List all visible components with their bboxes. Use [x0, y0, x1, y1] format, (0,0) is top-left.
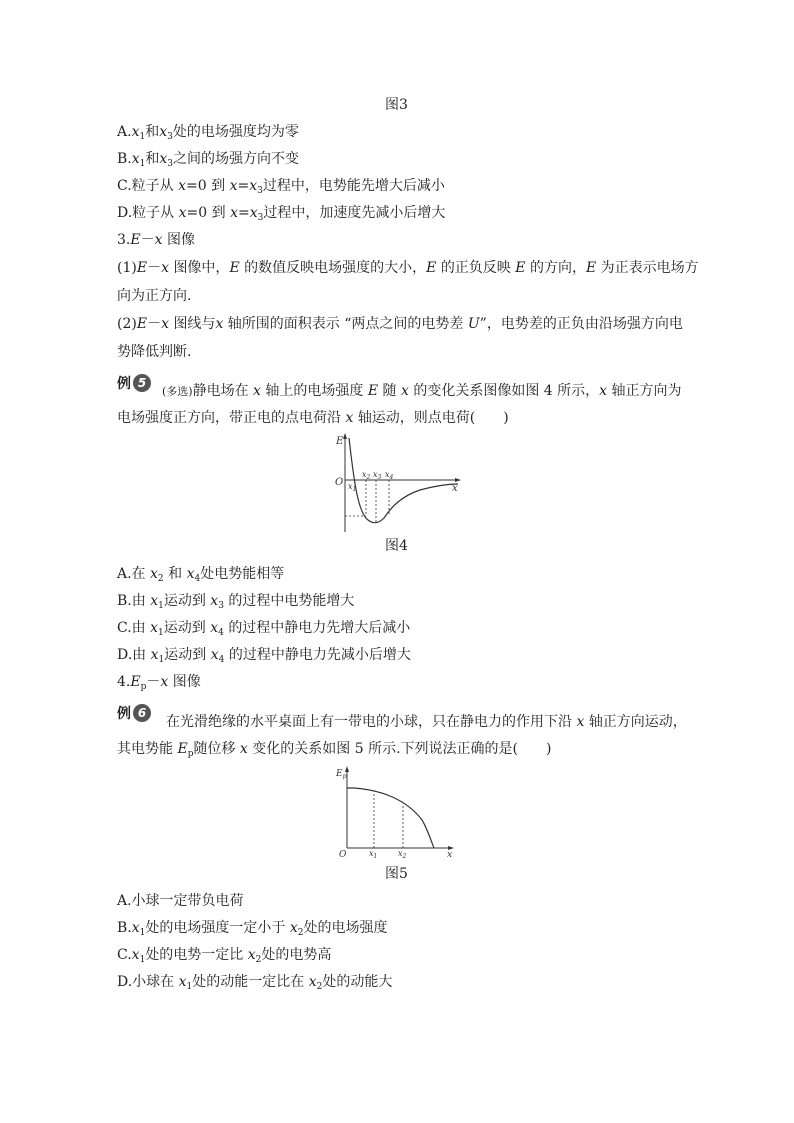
figure-4-axis-x-label: x [452, 483, 458, 494]
figure-5-tick-x1: $x_1$ [369, 849, 378, 860]
section-3-para-1-line-2: 向为正方向. [117, 288, 192, 304]
figure-5-y-arrow [345, 766, 349, 772]
example-5-option-b[interactable]: B.由 $x_1$运动到 $x_3$ 的过程中电势能增大 [117, 593, 355, 611]
figure-5-origin-label: O [339, 850, 347, 860]
figure-5-axis-y-label: $E_p$ [336, 769, 347, 780]
figure-5-curve [347, 788, 434, 848]
example-6-question-line-2: 其电势能 $E_p$随位移 x 变化的关系如图 5 所示.下列说法正确的是( ) [117, 741, 552, 759]
example-6-option-c[interactable]: $C.x_1$处的电势一定比 $x_2$处的电势高 [117, 947, 332, 965]
example-5-option-a[interactable]: A.在 $x_2$ 和 $x_4$处电势能相等 [117, 566, 285, 584]
q4-option-a[interactable]: $A.x_1$和$x_3$处的电场强度均为零 [117, 124, 299, 142]
section-3-title: 3.E－x 图像 [117, 232, 195, 248]
figure-5-graph [332, 764, 462, 860]
figure-4-caption: 图4 [385, 538, 408, 554]
q4-option-c[interactable]: C.粒子从 x=0 到 $x=x_3$过程中，电势能先增大后减小 [117, 178, 445, 196]
section-3-para-2: (2)E－x 图线与x 轴所围的面积表示 “两点之间的电势差 U”，电势差的正负由沿场强方向电 [117, 316, 683, 332]
example-6-option-b[interactable]: $B.x_1$处的电场强度一定小于 $x_2$处的电场强度 [117, 920, 388, 938]
example-5-badge: 例 5 [117, 374, 151, 394]
figure-3-caption: 图3 [385, 97, 408, 113]
figure-4-axis-y-label: E [336, 436, 344, 447]
figure-4-tick-x2: $x_2$ [362, 470, 371, 481]
example-number-icon: 6 [133, 704, 151, 722]
section-4-title: $4.E_p-x$ 图像 [117, 674, 201, 692]
example-5-option-d[interactable]: D.由 $x_1$运动到 $x_4$ 的过程中静电力先减小后增大 [117, 647, 411, 665]
figure-5-tick-x2: $x_2$ [398, 849, 407, 860]
figure-4-x-arrow [455, 478, 461, 482]
example-5-question-line-1: (多选)静电场在 x 轴上的电场强度 E 随 x 的变化关系图像如图 4 所示，x 轴正方向为 [162, 383, 682, 399]
section-3-para-2-line-2: 势降低判断. [117, 344, 192, 360]
figure-5-caption: 图5 [385, 866, 408, 882]
example-5-option-c[interactable]: C.由 $x_1$运动到 $x_4$ 的过程中静电力先增大后减小 [117, 620, 411, 638]
example-5-question-line-2: 电场强度正方向，带正电的点电荷沿 x 轴运动，则点电荷( ) [117, 410, 509, 426]
example-6-option-a[interactable]: A.小球一定带负电荷 [117, 893, 244, 909]
q4-option-d[interactable]: D.粒子从 x=0 到 $x=x_3$过程中，加速度先减小后增大 [117, 205, 446, 223]
figure-5-axis-x-label: x [447, 850, 453, 860]
figure-4-y-arrow [343, 433, 347, 439]
figure-4-origin-label: O [335, 477, 344, 488]
example-number-icon: 5 [133, 374, 151, 392]
figure-4-tick-x3: $x_3$ [373, 470, 382, 481]
q4-option-b[interactable]: $B.x_1$和$x_3$之间的场强方向不变 [117, 151, 300, 169]
section-3-para-1: (1)E－x 图像中，E 的数值反映电场强度的大小，E 的正负反映 E 的方向，E 为正表示电场方 [117, 260, 699, 276]
figure-4-graph [330, 432, 470, 534]
example-6-option-d[interactable]: D.小球在 $x_1$处的动能一定比在 $x_2$处的动能大 [117, 974, 393, 992]
example-6-question-line-1: 在光滑绝缘的水平桌面上有一带电的小球，只在静电力的作用下沿 x 轴正方向运动， [166, 714, 687, 730]
figure-4-tick-x4: $x_4$ [385, 470, 394, 481]
example-6-badge: 例 6 [117, 704, 151, 724]
figure-4-tick-x1: $x_1$ [348, 482, 357, 493]
